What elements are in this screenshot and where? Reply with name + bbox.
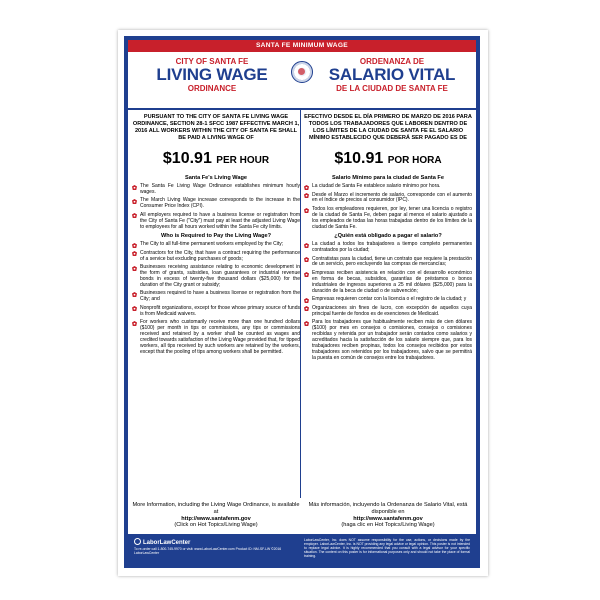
list-item xyxy=(132,242,300,248)
list-item xyxy=(132,198,300,210)
list-item xyxy=(132,320,300,355)
spanish-section2-heading: ¿Quién está obligado a pagar el salario? xyxy=(334,233,442,240)
list-item-text: La ciudad de Santa Fe establece salario mínimo por hora. xyxy=(312,183,441,189)
bullet-icon xyxy=(132,185,137,190)
list-item-text: Organizaciones sin fines de lucro, con excepción de aquellos cuya principal fuente de fondos es de exenciones de Medicaid. xyxy=(312,304,472,317)
bullet-icon xyxy=(304,306,309,311)
logo-circle-icon xyxy=(134,538,141,545)
spanish-title xyxy=(312,57,472,93)
bullet-icon xyxy=(132,213,137,218)
bullet-icon xyxy=(304,298,309,303)
poster xyxy=(118,30,488,576)
list-item xyxy=(132,265,300,289)
spanish-footer xyxy=(304,502,472,529)
english-section1-heading: Santa Fe's Living Wage xyxy=(184,175,248,181)
bullet-icon xyxy=(304,193,309,198)
list-item-text: Todos los empleadores requieren, por ley, tener una licencia o registro de la ciudad de Santa Fe, deben pagar al menos el salario ajustado a los empleados de todas las horas trabajadas dentro de los límites de la ciudad de Santa Fe. xyxy=(312,205,472,230)
list-item-text: Businesses required to have a business license or registration from the City; and xyxy=(140,290,300,303)
list-item xyxy=(132,184,300,196)
spanish-footer-note: (haga clic en Hot Topics/Living Wage) xyxy=(341,522,435,529)
spanish-footer-line: Más información, incluyendo la Ordenanza de Salario Vital, está disponible en xyxy=(308,502,468,515)
english-column xyxy=(132,110,300,498)
list-item-text: La ciudad a todos los trabajadores a tiempo completo permanentes contratados por la ciudad; xyxy=(312,241,472,254)
list-item xyxy=(304,207,472,231)
bullet-icon xyxy=(132,243,137,248)
list-item-text: For workers who customarily receive more than one hundred dollars ($100) per month in tips or commissions, any tips or commissions received and retained by a worker shall be counted as wages and credited towards satisfaction of the Living Wage provided that, for tipped workers, all tips received by such workers are retained by the workers, except that the pooling of tips among workers shall be permitted. xyxy=(140,319,300,355)
english-list2 xyxy=(132,242,300,355)
bullet-icon xyxy=(304,243,309,248)
spanish-list1 xyxy=(304,184,472,231)
disclaimer-fine-print: LaborLawCenter, Inc. does NOT assume responsibility for the use, actions, or decisions made by the employer. LaborLawCenter, Inc. is NOT providing any legal advice or legal opinion. This poster is not intended to replace legal advice. It is highly recommended that you consult with a legal advisor for your specific situation. The content on this poster is for informational purposes only and should not take the place of formal training. xyxy=(304,538,470,559)
list-item-text: Para los trabajadores que habitualmente reciben más de cien dólares ($100) por mes en consejos o comisiones, consejos o comisiones recibidas y retenida por un trabajador serán contados como salarios y acreditados hacia la satisfacción de los salario siempre que, para los trabajadores reciben propinas, todos los consejos recibidos por estos trabajadores son retenidos por los trabajadores, salvo que se permitirá la puesta en común de consejos entre los trabajadores. xyxy=(312,319,472,361)
list-item xyxy=(304,297,472,303)
list-item-text: All employers required to have a business license or registration from the City of Santa Fe ("City") must pay at least the adjusted Living Wage to employees for all hours worked within the Santa Fe city limits. xyxy=(140,211,300,230)
spanish-intro: EFECTIVO DESDE EL DÍA PRIMERO DE MARZO DE 2016 PARA TODOS LOS TRABAJADORES QUE LABOREN DENTRO DE LOS LÍMITES DE LA CIUDAD DE SANTA FE EL SALARIO MÍNIMO ESTABLECIDO QUE DEBERÁ SER PAGADO ES DE xyxy=(304,114,472,141)
bullet-icon xyxy=(132,306,137,311)
list-item xyxy=(132,213,300,231)
english-rate-unit: PER HOUR xyxy=(216,155,270,166)
list-item-text: Contractors for the City, that have a contract requiring the performance of a service but excluding purchases of goods; xyxy=(140,249,300,262)
bullet-icon xyxy=(132,251,137,256)
bullet-icon xyxy=(304,185,309,190)
top-banner: SANTA FE MINIMUM WAGE xyxy=(128,40,476,52)
spanish-footer-url[interactable]: http://www.santafenm.gov xyxy=(353,515,423,522)
poster-footer xyxy=(128,500,476,534)
poster-frame xyxy=(124,36,480,568)
bullet-icon xyxy=(132,292,137,297)
list-item xyxy=(304,306,472,318)
english-footer-url[interactable]: http://www.santafenm.gov xyxy=(181,515,251,522)
bullet-icon xyxy=(132,199,137,204)
list-item xyxy=(304,193,472,205)
list-item-text: Empresas reciben asistencia en relación con el desarrollo económico en forma de becas, subsidios, garantías de préstamos o bonos industriales de ingresos superiores a 25 mil dólares ($25,000) para la duración de la beca de ciudad o de subvención; xyxy=(312,269,472,294)
english-rate xyxy=(132,150,300,169)
english-title-line2: LIVING WAGE xyxy=(156,65,268,84)
list-item-text: Businesses receiving assistance relating to economic development in the form of grants, subsidies, loan guarantees or industrial revenue bonds in excess of twenty-five thousand dollars ($25,000) for the duration of the City grant or subsidy; xyxy=(140,264,300,288)
spanish-title-line3: DE LA CIUDAD DE SANTA FE xyxy=(336,84,448,93)
list-item xyxy=(132,251,300,263)
english-footer-note: (Click on Hot Topics/Living Wage) xyxy=(174,522,258,529)
list-item-text: Empresas requieren contar con la licencia o el registro de la ciudad; y xyxy=(312,296,467,303)
list-item xyxy=(304,184,472,190)
bullet-icon xyxy=(304,321,309,326)
list-item xyxy=(132,306,300,318)
english-footer xyxy=(132,502,300,529)
poster-columns xyxy=(128,110,476,498)
list-item xyxy=(132,291,300,303)
spanish-section1-heading: Salario Mínimo para la ciudad de Santa Fe xyxy=(332,175,444,181)
list-item xyxy=(304,242,472,254)
english-section2-heading: Who is Required to Pay the Living Wage? xyxy=(160,233,272,240)
bottom-bar xyxy=(128,534,476,564)
logo-text: LaborLawCenter xyxy=(143,540,191,546)
english-title-line1: CITY OF SANTA FE xyxy=(175,57,249,66)
list-item-text: The City to all full-time permanent workers employed by the City; xyxy=(140,241,284,248)
list-item-text: Nonprofit organizations, except for those whose primary source of funds is from Medicaid waivers. xyxy=(140,304,300,317)
laborlawcenter-logo xyxy=(134,538,190,546)
english-list1 xyxy=(132,184,300,231)
bullet-icon xyxy=(132,321,137,326)
spanish-title-line2: SALARIO VITAL xyxy=(328,65,456,84)
city-seal-icon xyxy=(291,61,313,83)
english-rate-value: $10.91 xyxy=(162,150,212,167)
list-item xyxy=(304,271,472,295)
reorder-fine-print: To re-order call 1-800-745-9970 or visit: www.LaborLawCenter.com Product ID: NM-SF-LW ©2016 LaborLawCenter xyxy=(134,547,282,555)
english-title-line3: ORDINANCE xyxy=(187,84,237,93)
spanish-rate xyxy=(304,150,472,169)
list-item-text: The Santa Fe Living Wage Ordinance establishes minimum hourly wages. xyxy=(140,183,300,195)
spanish-rate-value: $10.91 xyxy=(334,150,384,167)
list-item xyxy=(304,320,472,361)
spanish-rate-unit: POR HORA xyxy=(387,155,442,166)
list-item xyxy=(304,257,472,269)
english-footer-line: More Information, including the Living Wage Ordinance, is available at xyxy=(132,502,300,515)
spanish-column xyxy=(304,110,472,498)
spanish-list2 xyxy=(304,242,472,361)
spanish-title-line1: ORDENANZA DE xyxy=(359,57,425,66)
english-title xyxy=(132,57,292,93)
bullet-icon xyxy=(132,266,137,271)
bullet-icon xyxy=(304,257,309,262)
list-item-text: Desde el Marzo el incremento de salario, corresponde con el aumento en el índice de precios al consumidor (IPC). xyxy=(312,191,472,204)
bullet-icon xyxy=(304,208,309,213)
english-intro: PURSUANT TO THE CITY OF SANTA FE LIVING WAGE ORDINANCE, SECTION 28-1 SFCC 1987 EFFECTIVE MARCH 1, 2016 ALL WORKERS WITHIN THE CITY OF SANTA FE SHALL BE PAID A LIVING WAGE OF xyxy=(132,114,300,141)
poster-header xyxy=(128,52,476,110)
list-item-text: The March Living Wage increase corresponds to the increase in the Consumer Price Index (CPI). xyxy=(140,197,300,210)
column-divider xyxy=(300,110,301,498)
bullet-icon xyxy=(304,272,309,277)
list-item-text: Contratistas para la ciudad, tiene un contrato que requiere la prestación de un servicio, pero excluyendo las compras de mercancías; xyxy=(312,255,472,268)
